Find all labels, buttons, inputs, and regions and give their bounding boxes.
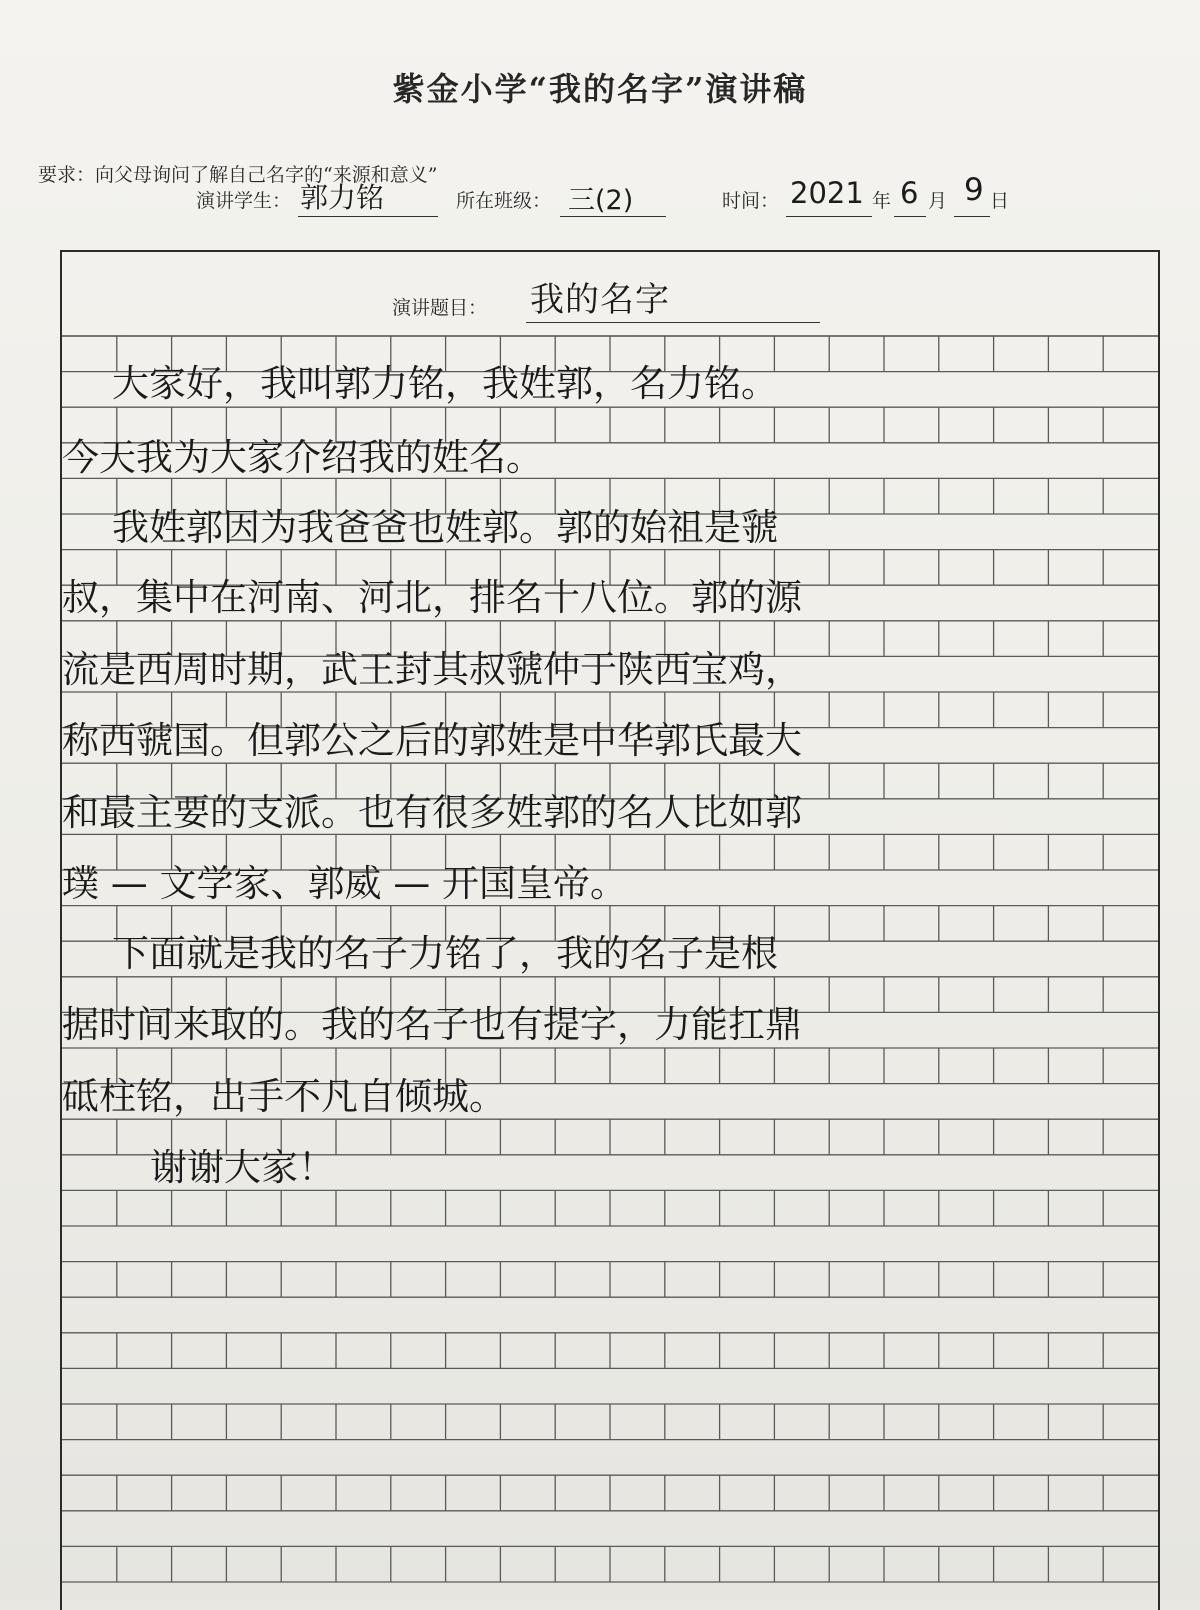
student-name: 郭力铭 (300, 181, 385, 214)
speech-line: 下面就是我的名子力铭了，我的名子是根 (112, 932, 778, 975)
document-title: 紫金小学“我的名字”演讲稿 (392, 70, 808, 108)
speech-line: 大家好，我叫郭力铭，我姓郭，名力铭。 (112, 362, 778, 405)
speech-line: 谢谢大家！ (150, 1146, 335, 1189)
topic-label: 演讲题目： (392, 297, 488, 319)
speech-line: 据时间来取的。我的名子也有提字，力能扛鼎 (62, 1003, 802, 1046)
day-unit: 日 (990, 190, 1010, 212)
month-value: 6 (900, 176, 919, 210)
class-value: 三(2) (568, 185, 634, 216)
day-value: 9 (964, 172, 984, 208)
speech-line: 叔，集中在河南、河北，排名十八位。郭的源 (62, 576, 802, 619)
year-unit: 年 (872, 190, 892, 212)
student-label: 演讲学生： (196, 190, 292, 212)
month-unit: 月 (928, 190, 948, 212)
speech-line: 今天我为大家介绍我的姓名。 (62, 436, 543, 479)
class-label: 所在班级： (456, 190, 552, 212)
topic-value: 我的名字 (530, 280, 670, 320)
speech-line: 流是西周时期，武王封其叔虢仲于陕西宝鸡， (62, 648, 802, 691)
speech-line: 称西虢国。但郭公之后的郭姓是中华郭氏最大 (62, 719, 802, 762)
speech-line: 和最主要的支派。也有很多姓郭的名人比如郭 (62, 791, 802, 834)
year-value: 2021 (790, 176, 864, 210)
speech-line: 砥柱铭，出手不凡自倾城。 (62, 1075, 506, 1118)
speech-line: 我姓郭因为我爸爸也姓郭。郭的始祖是虢 (112, 506, 778, 549)
requirement-text: 要求：向父母询问了解自己名字的“来源和意义” (38, 164, 438, 186)
time-label: 时间： (722, 190, 780, 212)
speech-line: 璞 — 文学家、郭威 — 开国皇帝。 (62, 862, 628, 905)
